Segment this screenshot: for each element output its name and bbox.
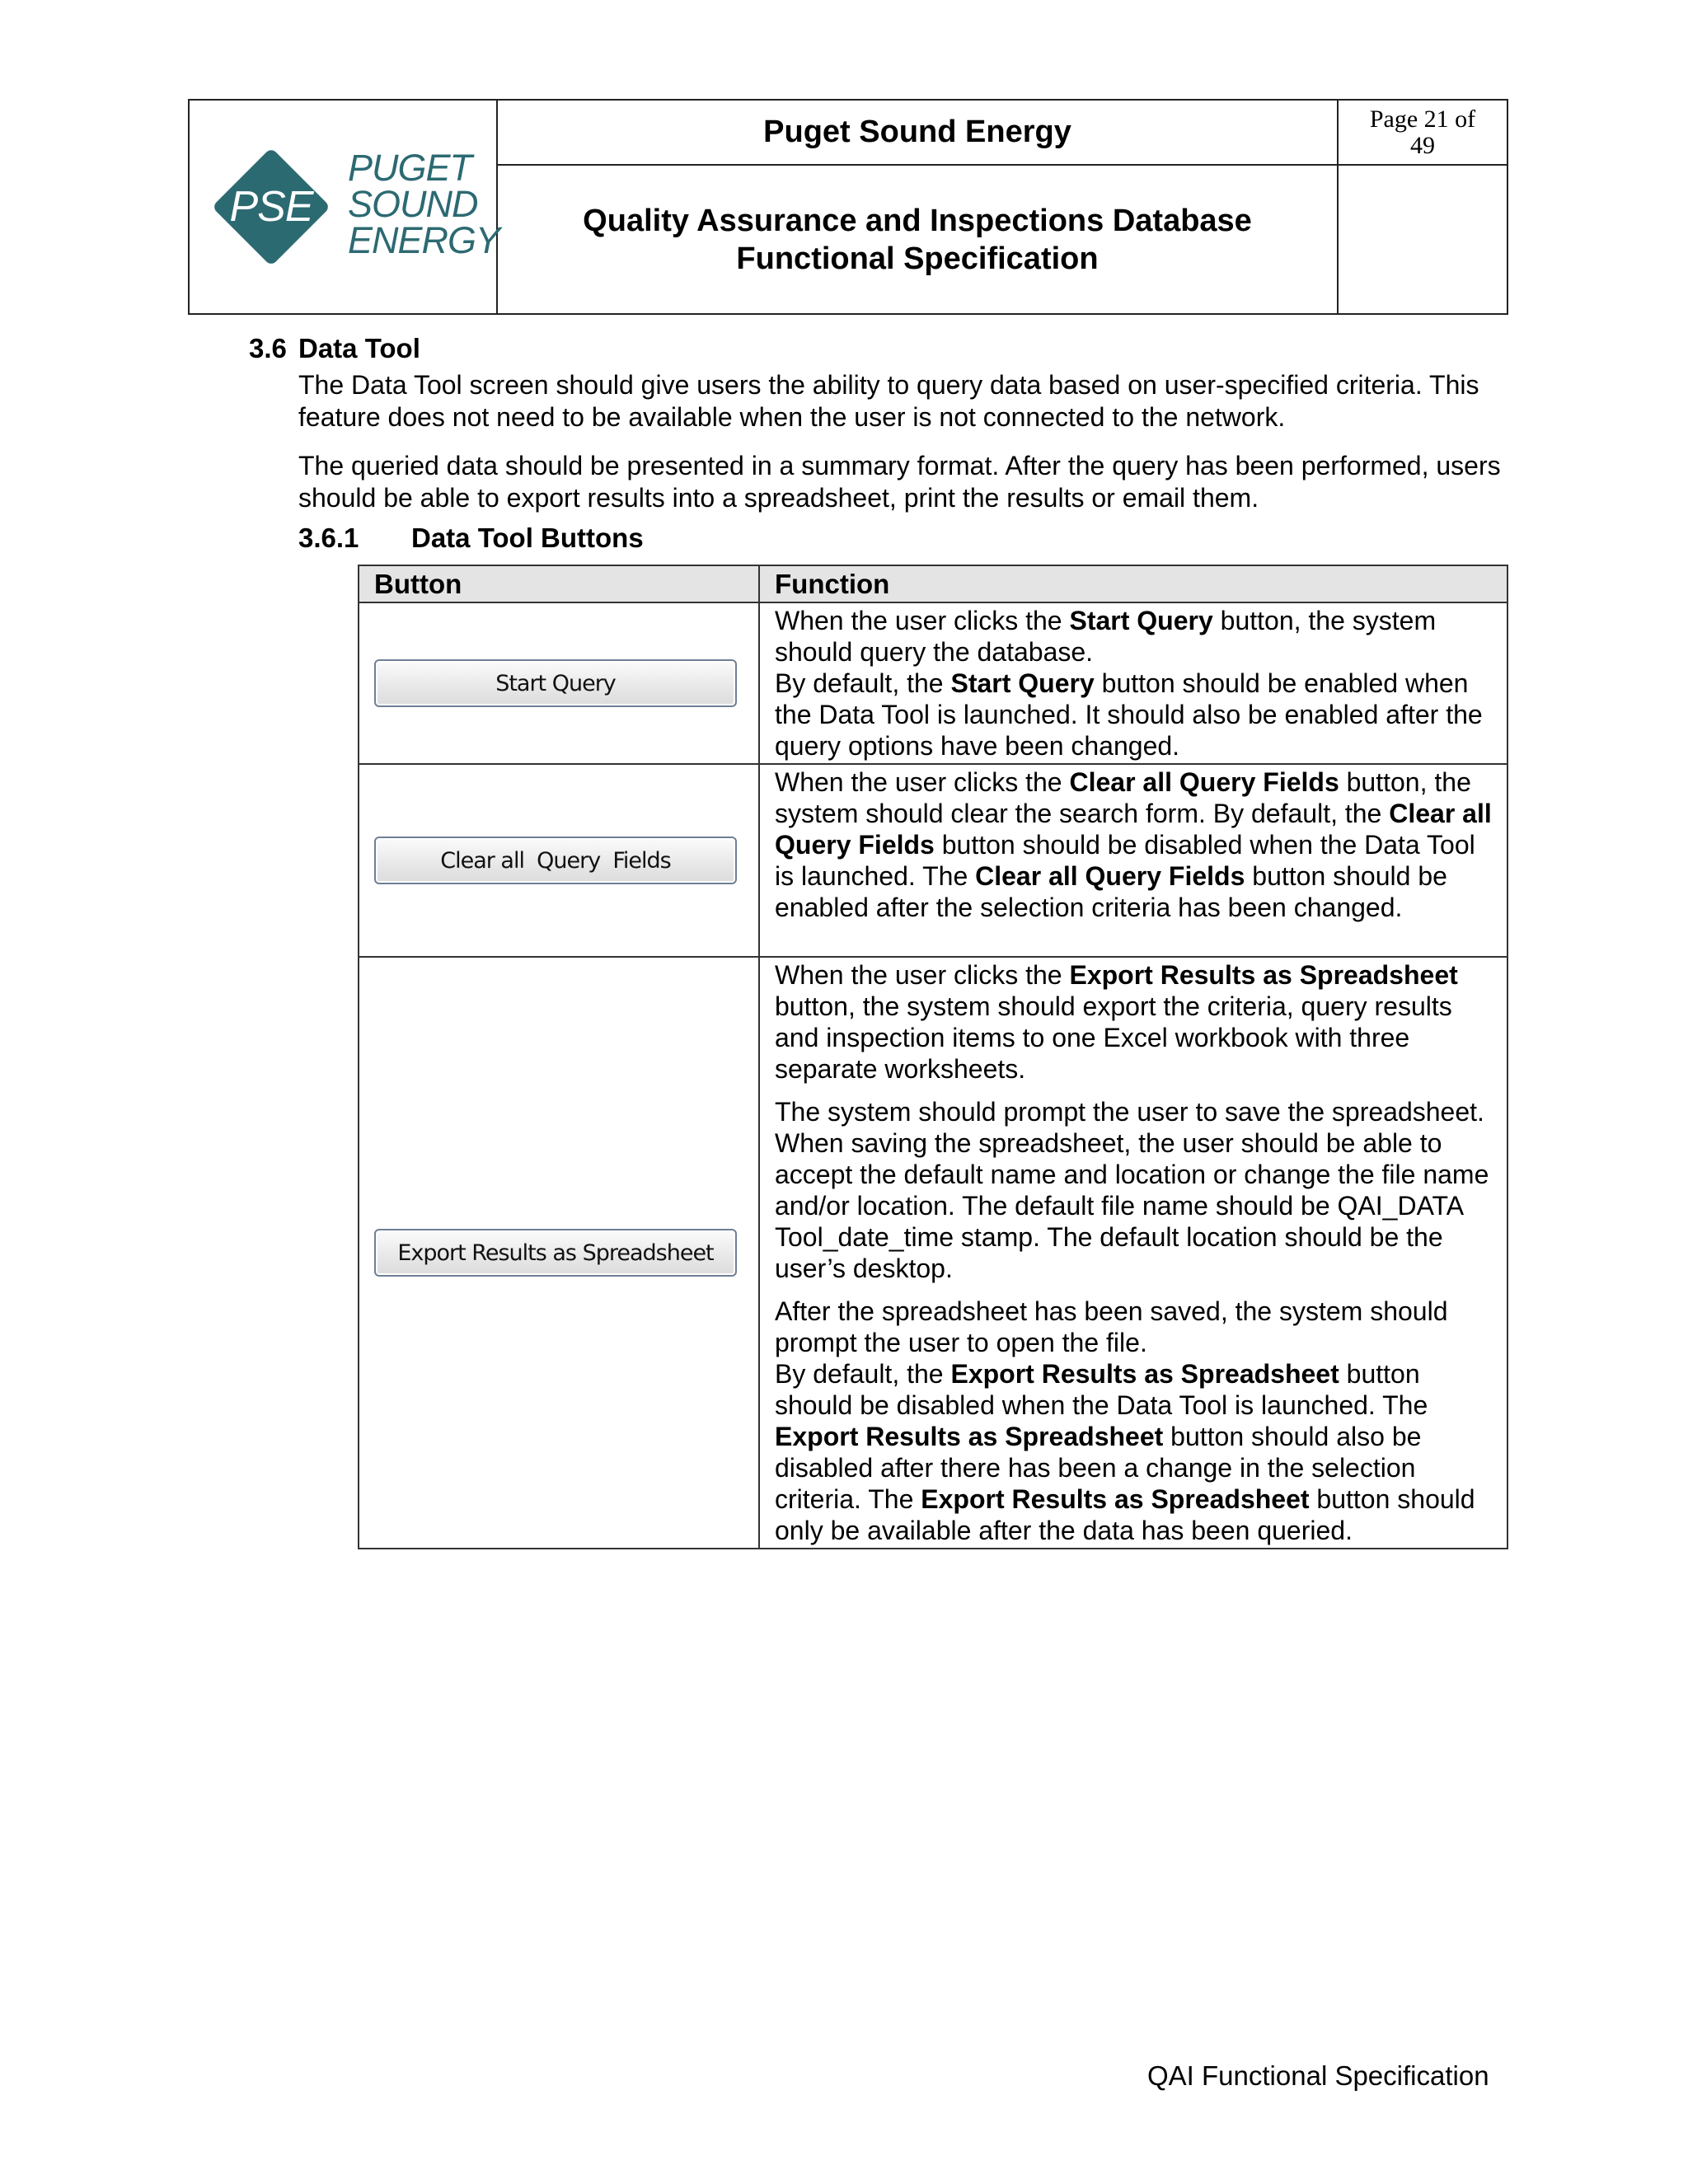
column-header-button: Button xyxy=(359,565,759,602)
export-results-as-spreadsheet-button[interactable]: Export Results as Spreadsheet xyxy=(374,1229,737,1277)
section-heading: 3.6 Data Tool xyxy=(249,333,420,363)
table-row xyxy=(359,957,1507,1549)
function-description: When the user clicks the Clear all Query Fields button, the system should clear the search form. By default, the Clear all Query Fields button should be disabled when the Data Tool is launched. The Clear all Query Fields button should be enabled after the selection criteria has been changed. xyxy=(759,764,1507,957)
section-paragraph-1: The Data Tool screen should give users the ability to query data based on user-specified criteria. This feature does not need to be available when the user is not connected to the network. xyxy=(298,370,1479,432)
table-row xyxy=(359,764,1507,957)
document-header xyxy=(188,99,1508,315)
column-header-function: Function xyxy=(759,565,1507,602)
start-query-button[interactable]: Start Query xyxy=(374,659,737,707)
document-title: Quality Assurance and Inspections Database Functional Specification xyxy=(497,165,1338,314)
section-paragraph-2: The queried data should be presented in a summary format. After the query has been performed, users should be able to export results into a spreadsheet, print the results or email them. xyxy=(298,451,1501,513)
table-row xyxy=(359,602,1507,764)
logo-mark: PSE xyxy=(229,183,313,231)
empty-cell xyxy=(1338,165,1507,314)
pse-logo xyxy=(201,137,500,285)
subsection-heading: 3.6.1 Data Tool Buttons xyxy=(298,523,644,553)
table-header-row xyxy=(359,565,1507,602)
page-footer: QAI Functional Specification xyxy=(1147,2060,1489,2091)
logo-wordmark: PUGET SOUND ENERGY xyxy=(348,147,500,261)
page-number: Page 21 of 49 xyxy=(1338,100,1507,165)
function-description: When the user clicks the Export Results as Spreadsheet button, the system should export the criteria, query results and inspection items to one Excel workbook with three separate worksheets. The system should prompt the user to save the spreadsheet. When saving the spreadsheet, the user should be able to accept the default name and location or change the file name and/or location. The default file name should be QAI_DATA Tool_date_time stamp. The default location should be the user’s desktop. After the spreadsheet has been saved, the system should prompt the user to open the file. By default, the Export Results as Spreadsheet button should be disabled when the Data Tool is launched. The Export Results as Spreadsheet button should also be disabled after there has been a change in the selection criteria. The Export Results as Spreadsheet button should only be available after the data has been queried. xyxy=(759,957,1507,1549)
clear-all-query-fields-button[interactable]: Clear all Query Fields xyxy=(374,837,737,884)
buttons-table xyxy=(358,565,1508,1549)
company-name: Puget Sound Energy xyxy=(497,100,1338,165)
function-description: When the user clicks the Start Query button, the system should query the database. By default, the Start Query button should be enabled when the Data Tool is launched. It should also be enabled after the query options have been changed. xyxy=(759,602,1507,764)
logo-cell xyxy=(189,100,500,314)
